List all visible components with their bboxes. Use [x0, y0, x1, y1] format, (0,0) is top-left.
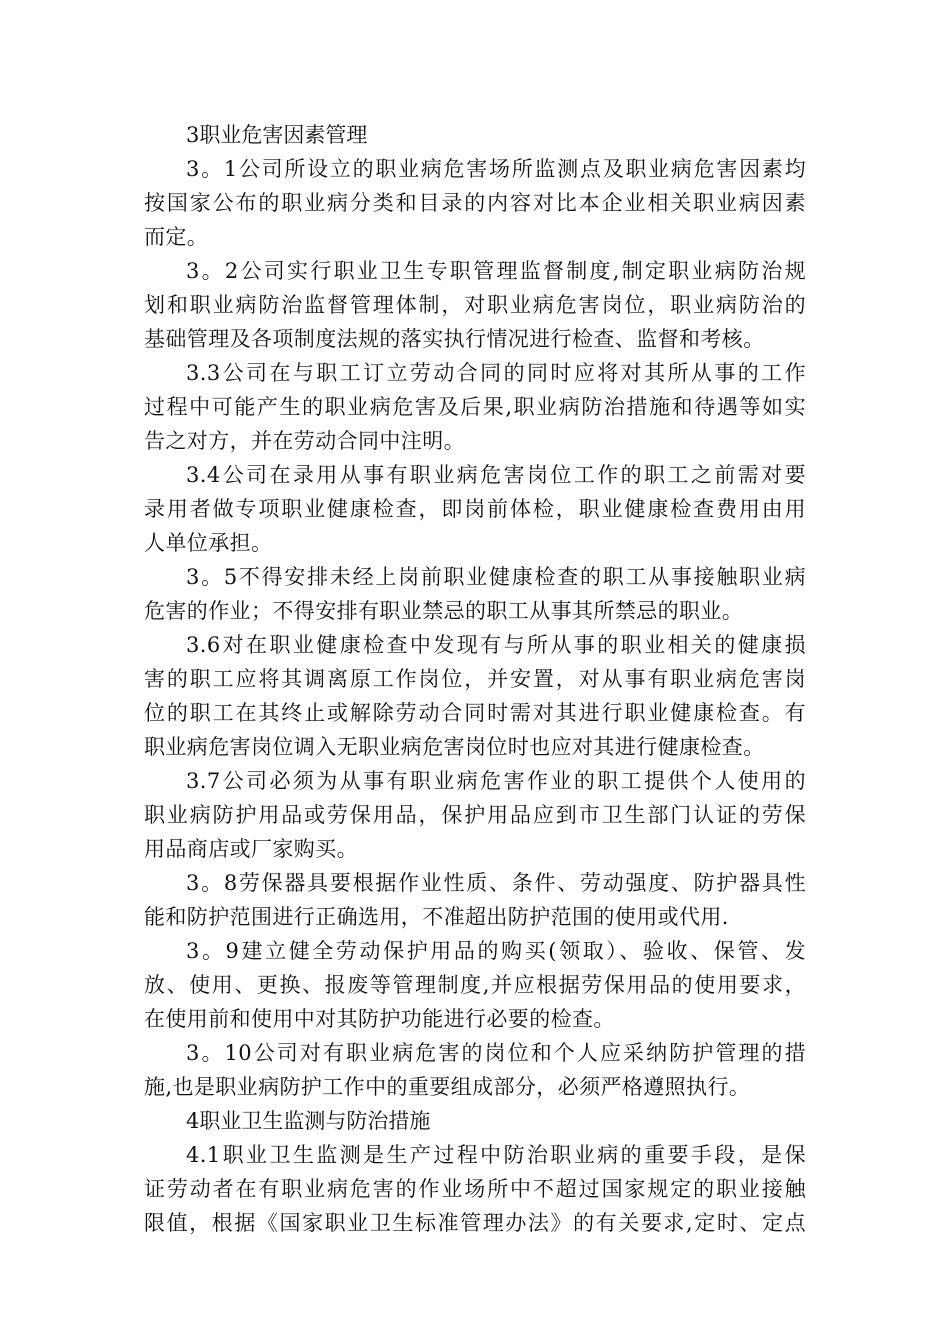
paragraph-line: 3。1公司所设立的职业病危害场所监测点及职业病危害因素均: [186, 157, 806, 181]
paragraph-line: 害的职工应将其调离原工作岗位，并安置，对从事有职业病危害岗: [144, 667, 806, 691]
paragraph-line: 3.4公司在录用从事有职业病危害岗位工作的职工之前需对要: [186, 463, 806, 487]
paragraph-line: 限值，根据《国家职业卫生标准管理办法》的有关要求,定时、定点: [144, 1211, 806, 1235]
paragraph-line: 3.6对在职业健康检查中发现有与所从事的职业相关的健康损: [186, 633, 806, 657]
paragraph-line: 施,也是职业病防护工作中的重要组成部分，必须严格遵照执行。: [144, 1075, 751, 1099]
paragraph-line: 3.7公司必须为从事有职业病危害作业的职工提供个人使用的: [186, 769, 806, 793]
paragraph-line: 录用者做专项职业健康检查，即岗前体检，职业健康检查费用由用: [144, 497, 806, 521]
paragraph: [144, 1138, 806, 1240]
paragraph-line: 3。10公司对有职业病危害的岗位和个人应采纳防护管理的措: [186, 1041, 806, 1065]
document-page: [144, 118, 806, 1240]
paragraph: [144, 458, 806, 560]
paragraph: [144, 254, 806, 356]
paragraph-line: 位的职工在其终止或解除劳动合同时需对其进行职业健康检查。有: [144, 701, 806, 725]
paragraph-line: 用品商店或厂家购买。: [144, 837, 358, 861]
paragraph: [144, 866, 806, 934]
paragraph-line: 职业病危害岗位调入无职业病危害岗位时也应对其进行健康检查。: [144, 735, 765, 759]
section-heading: 4职业卫生监测与防治措施: [186, 1109, 431, 1133]
paragraph: [144, 934, 806, 1036]
section-heading: 3职业危害因素管理: [186, 123, 368, 147]
paragraph: [144, 764, 806, 866]
paragraph: [144, 560, 806, 628]
paragraph-line: 能和防护范围进行正确选用，不准超出防护范围的使用或代用.: [144, 905, 729, 929]
paragraph: [144, 152, 806, 254]
paragraph-line: 3。5不得安排未经上岗前职业健康检查的职工从事接触职业病: [186, 565, 806, 589]
paragraph-line: 3。2公司实行职业卫生专职管理监督制度,制定职业病防治规: [186, 259, 806, 283]
paragraph-line: 基础管理及各项制度法规的落实执行情况进行检查、监督和考核。: [144, 327, 765, 351]
paragraph: [144, 628, 806, 764]
paragraph-line: 3.3公司在与职工订立劳动合同的同时应将对其所从事的工作: [186, 361, 806, 385]
paragraph-line: 证劳动者在有职业病危害的作业场所中不超过国家规定的职业接触: [144, 1177, 806, 1201]
paragraph: [144, 1036, 806, 1104]
paragraph-line: 划和职业病防治监督管理体制，对职业病危害岗位，职业病防治的: [144, 293, 806, 317]
paragraph-line: 在使用前和使用中对其防护功能进行必要的检查。: [144, 1007, 615, 1031]
paragraph: [144, 356, 806, 458]
paragraph-line: 人单位承担。: [144, 531, 273, 555]
paragraph-line: 告之对方，并在劳动合同中注明。: [144, 429, 465, 453]
paragraph-line: 放、使用、更换、报废等管理制度,并应根据劳保用品的使用要求，: [144, 973, 806, 997]
paragraph-line: 而定。: [144, 225, 209, 249]
paragraph-line: 按国家公布的职业病分类和目录的内容对比本企业相关职业病因素: [144, 191, 806, 215]
paragraph-line: 3。8劳保器具要根据作业性质、条件、劳动强度、防护器具性: [186, 871, 806, 895]
paragraph-line: 职业病防护用品或劳保用品，保护用品应到市卫生部门认证的劳保: [144, 803, 806, 827]
paragraph-line: 危害的作业；不得安排有职业禁忌的职工从事其所禁忌的职业。: [144, 599, 744, 623]
paragraph-line: 4.1职业卫生监测是生产过程中防治职业病的重要手段，是保: [186, 1143, 806, 1167]
paragraph-line: 过程中可能产生的职业病危害及后果,职业病防治措施和待遇等如实: [144, 395, 806, 419]
paragraph-line: 3。9建立健全劳动保护用品的购买(领取）、验收、保管、发: [186, 939, 806, 963]
